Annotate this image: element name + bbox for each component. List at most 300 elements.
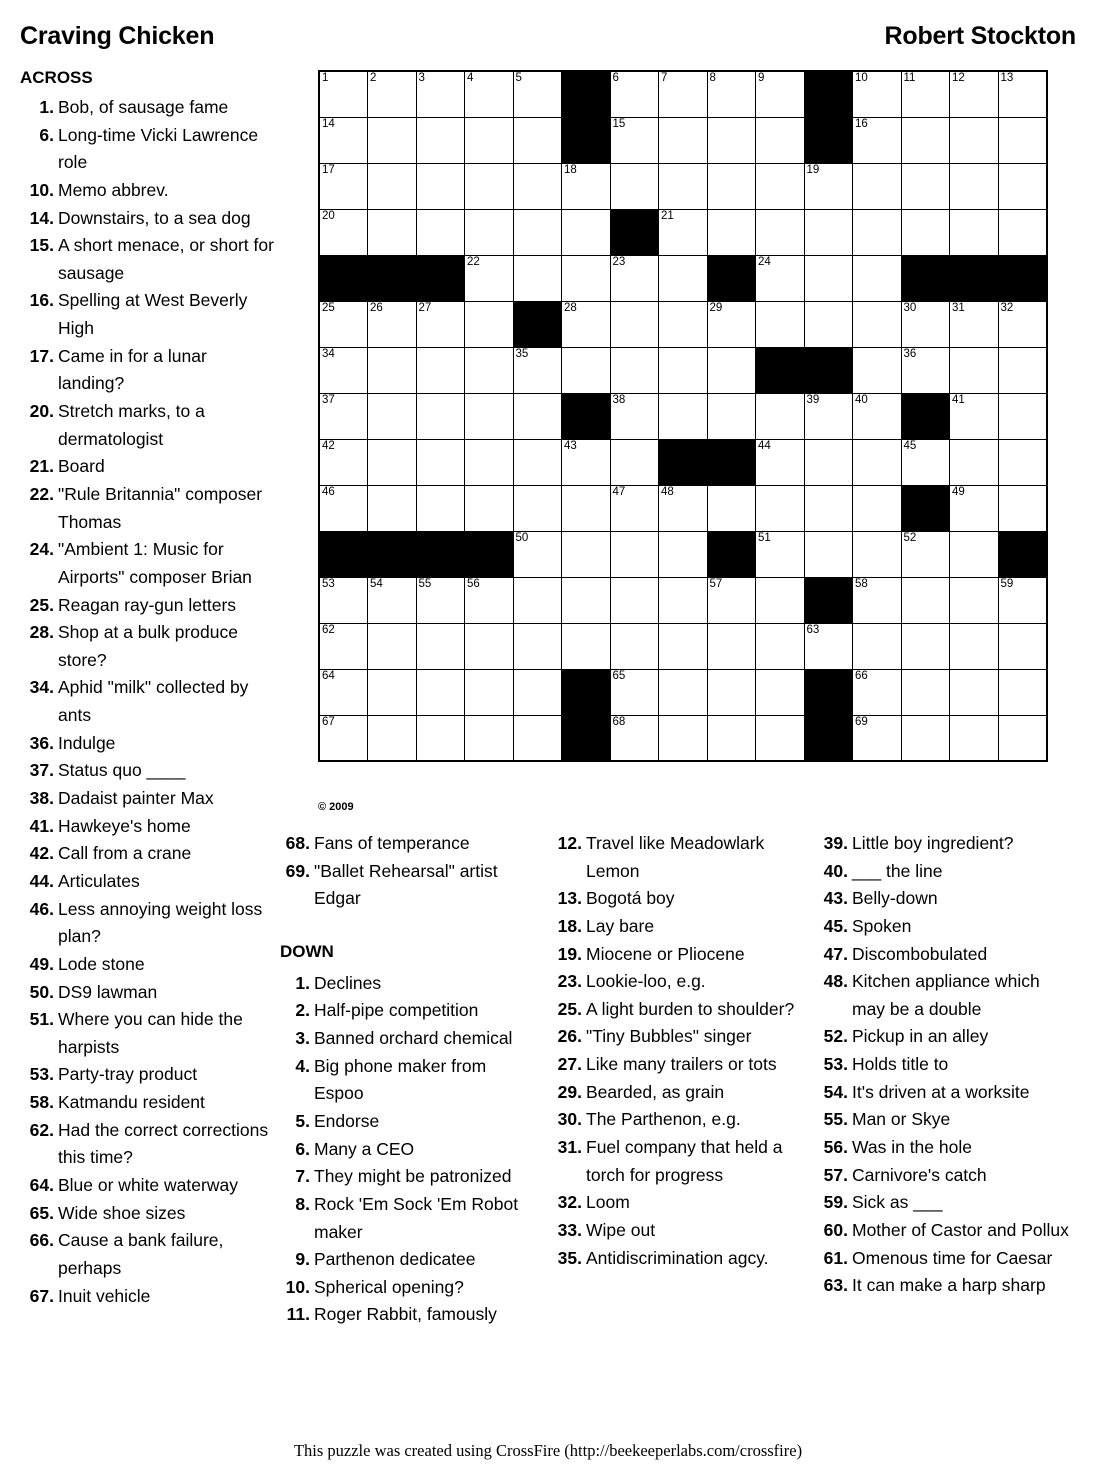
grid-cell[interactable] — [950, 117, 999, 163]
grid-cell[interactable] — [465, 439, 514, 485]
grid-cell[interactable] — [368, 393, 417, 439]
grid-cell[interactable] — [804, 209, 853, 255]
grid-cell[interactable] — [853, 485, 902, 531]
grid-cell[interactable] — [610, 623, 659, 669]
grid-cell[interactable] — [950, 623, 999, 669]
grid-cell[interactable] — [465, 393, 514, 439]
grid-cell[interactable] — [610, 163, 659, 209]
grid-cell-number: 18 — [564, 163, 577, 176]
grid-cell[interactable] — [756, 393, 805, 439]
grid-cell[interactable] — [950, 301, 999, 347]
grid-cell[interactable] — [562, 485, 611, 531]
grid-cell[interactable] — [707, 117, 756, 163]
grid-cell-number: 4 — [467, 72, 474, 84]
grid-cell[interactable] — [562, 163, 611, 209]
grid-cell[interactable] — [319, 439, 368, 485]
grid-cell[interactable] — [513, 117, 562, 163]
grid-cell[interactable] — [756, 531, 805, 577]
grid-cell[interactable] — [853, 163, 902, 209]
grid-cell[interactable] — [610, 577, 659, 623]
clue-item — [20, 398, 276, 453]
grid-cell-number: 13 — [1000, 72, 1014, 84]
clue-text: Articulates — [58, 870, 140, 891]
grid-cell[interactable] — [659, 71, 708, 117]
grid-cell[interactable] — [368, 117, 417, 163]
grid-cell[interactable] — [562, 347, 611, 393]
grid-cell[interactable] — [319, 71, 368, 117]
grid-cell[interactable] — [707, 71, 756, 117]
grid-cell-block — [659, 439, 708, 485]
grid-cell[interactable] — [901, 669, 950, 715]
grid-cell[interactable] — [707, 715, 756, 761]
grid-cell[interactable] — [562, 577, 611, 623]
grid-cell[interactable] — [562, 531, 611, 577]
clue-item — [20, 757, 276, 785]
grid-cell[interactable] — [659, 209, 708, 255]
grid-cell[interactable] — [659, 531, 708, 577]
grid-cell-number: 3 — [418, 72, 425, 84]
grid-cell[interactable] — [465, 577, 514, 623]
clue-number: 29. — [557, 1081, 582, 1102]
grid-cell[interactable] — [319, 301, 368, 347]
grid-cell[interactable] — [319, 163, 368, 209]
grid-cell[interactable] — [901, 301, 950, 347]
grid-cell[interactable] — [804, 531, 853, 577]
grid-cell[interactable] — [659, 393, 708, 439]
grid-cell[interactable] — [950, 715, 999, 761]
grid-cell[interactable] — [319, 623, 368, 669]
grid-cell-number: 37 — [322, 393, 335, 406]
grid-cell[interactable] — [562, 623, 611, 669]
grid-cell[interactable] — [756, 163, 805, 209]
grid-cell[interactable] — [513, 669, 562, 715]
grid-cell[interactable] — [853, 623, 902, 669]
grid-cell[interactable] — [610, 301, 659, 347]
grid-cell[interactable] — [853, 439, 902, 485]
grid-cell[interactable] — [901, 439, 950, 485]
clue-item — [552, 1051, 814, 1079]
grid-cell-block — [804, 577, 853, 623]
grid-cell[interactable] — [416, 623, 465, 669]
across-clues-continued — [280, 830, 540, 913]
grid-cell-number: 7 — [661, 72, 668, 84]
clue-text: Rock 'Em Sock 'Em Robot maker — [314, 1193, 519, 1242]
grid-cell-block — [416, 531, 465, 577]
grid-cell[interactable] — [562, 255, 611, 301]
clue-number: 27. — [557, 1054, 582, 1075]
grid-cell[interactable] — [950, 577, 999, 623]
clue-text: "Rule Britannia" composer Thomas — [58, 483, 263, 532]
clue-item — [280, 858, 540, 913]
grid-cell[interactable] — [707, 623, 756, 669]
grid-cell[interactable] — [368, 623, 417, 669]
grid-cell[interactable] — [368, 715, 417, 761]
author-name: Robert Stockton — [884, 22, 1076, 50]
grid-cell-number: 57 — [709, 577, 723, 590]
grid-cell[interactable] — [950, 347, 999, 393]
clue-item — [20, 1061, 276, 1089]
clue-item — [552, 913, 814, 941]
grid-cell[interactable] — [465, 209, 514, 255]
grid-cell[interactable] — [513, 71, 562, 117]
clue-item — [818, 941, 1076, 969]
clue-number: 60. — [823, 1219, 848, 1240]
grid-cell[interactable] — [998, 485, 1047, 531]
grid-cell[interactable] — [756, 301, 805, 347]
grid-cell[interactable] — [998, 163, 1047, 209]
grid-cell-number: 66 — [855, 669, 868, 682]
grid-cell[interactable] — [319, 485, 368, 531]
grid-cell[interactable] — [950, 71, 999, 117]
clue-text: Katmandu resident — [58, 1092, 205, 1113]
grid-cell-number: 30 — [903, 301, 917, 314]
grid-cell[interactable] — [756, 669, 805, 715]
grid-cell[interactable] — [804, 301, 853, 347]
clue-number: 48. — [823, 971, 848, 992]
grid-cell[interactable] — [513, 715, 562, 761]
grid-cell[interactable] — [707, 347, 756, 393]
grid-cell[interactable] — [804, 255, 853, 301]
grid-cell[interactable] — [416, 163, 465, 209]
grid-cell[interactable] — [416, 209, 465, 255]
grid-cell[interactable] — [513, 439, 562, 485]
grid-cell[interactable] — [659, 163, 708, 209]
clue-text: Hawkeye's home — [58, 815, 191, 836]
grid-cell[interactable] — [659, 715, 708, 761]
grid-cell[interactable] — [562, 301, 611, 347]
clue-item — [280, 1191, 540, 1246]
grid-cell[interactable] — [950, 669, 999, 715]
grid-cell[interactable] — [853, 255, 902, 301]
grid-cell[interactable] — [319, 669, 368, 715]
clue-text: Fans of temperance — [314, 833, 470, 853]
grid-cell[interactable] — [998, 577, 1047, 623]
grid-cell[interactable] — [465, 715, 514, 761]
clue-text: DS9 lawman — [58, 981, 158, 1002]
grid-cell-block — [610, 209, 659, 255]
clue-number: 69. — [285, 860, 310, 881]
clue-text: Half-pipe competition — [314, 1000, 479, 1021]
grid-cell[interactable] — [513, 623, 562, 669]
clue-text: Holds title to — [852, 1054, 949, 1075]
grid-cell[interactable] — [319, 393, 368, 439]
clue-item — [20, 813, 276, 841]
grid-cell[interactable] — [756, 485, 805, 531]
grid-cell[interactable] — [901, 715, 950, 761]
clue-number: 8. — [295, 1193, 310, 1214]
clue-number: 56. — [823, 1137, 848, 1158]
grid-cell[interactable] — [659, 255, 708, 301]
grid-cell[interactable] — [804, 623, 853, 669]
grid-cell[interactable] — [901, 117, 950, 163]
grid-cell[interactable] — [998, 301, 1047, 347]
grid-cell-block — [804, 669, 853, 715]
grid-cell-block — [416, 255, 465, 301]
grid-cell[interactable] — [368, 71, 417, 117]
grid-cell[interactable] — [756, 117, 805, 163]
clue-number: 22. — [29, 483, 54, 504]
clue-item — [280, 1025, 540, 1053]
grid-cell[interactable] — [319, 209, 368, 255]
clue-item — [818, 1272, 1076, 1300]
grid-cell[interactable] — [707, 209, 756, 255]
grid-cell[interactable] — [659, 623, 708, 669]
grid-cell[interactable] — [853, 117, 902, 163]
clues-column-2 — [280, 830, 540, 1329]
grid-cell[interactable] — [707, 577, 756, 623]
grid-cell[interactable] — [610, 669, 659, 715]
clue-text: The Parthenon, e.g. — [586, 1109, 741, 1130]
clue-item — [20, 1283, 276, 1311]
grid-cell[interactable] — [756, 71, 805, 117]
crossword-grid[interactable] — [318, 70, 1048, 762]
grid-cell[interactable] — [998, 439, 1047, 485]
grid-cell[interactable] — [465, 255, 514, 301]
grid-cell[interactable] — [513, 163, 562, 209]
clue-text: Call from a crane — [58, 843, 192, 864]
grid-cell[interactable] — [513, 347, 562, 393]
clue-text: Long-time Vicki Lawrence role — [58, 124, 259, 173]
grid-cell[interactable] — [853, 393, 902, 439]
grid-cell[interactable] — [610, 485, 659, 531]
grid-cell[interactable] — [804, 439, 853, 485]
grid-cell[interactable] — [465, 485, 514, 531]
clue-text: Sick as ___ — [852, 1192, 943, 1213]
grid-cell[interactable] — [853, 347, 902, 393]
grid-cell[interactable] — [853, 577, 902, 623]
grid-cell[interactable] — [901, 347, 950, 393]
grid-cell[interactable] — [610, 393, 659, 439]
grid-cell[interactable] — [756, 255, 805, 301]
clue-number: 33. — [557, 1219, 582, 1240]
grid-cell[interactable] — [319, 715, 368, 761]
grid-cell[interactable] — [950, 209, 999, 255]
grid-row — [319, 623, 1047, 669]
clue-item — [20, 536, 276, 591]
grid-cell[interactable] — [465, 71, 514, 117]
grid-cell[interactable] — [853, 301, 902, 347]
grid-cell[interactable] — [853, 531, 902, 577]
grid-cell[interactable] — [950, 163, 999, 209]
grid-cell[interactable] — [659, 577, 708, 623]
clue-text: Shop at a bulk produce store? — [58, 622, 238, 670]
grid-cell[interactable] — [610, 117, 659, 163]
grid-cell-block — [901, 255, 950, 301]
grid-cell[interactable] — [950, 439, 999, 485]
clue-number: 61. — [823, 1247, 848, 1268]
grid-cell-number: 6 — [612, 72, 619, 84]
grid-cell-number: 69 — [855, 715, 868, 728]
grid-cell[interactable] — [853, 669, 902, 715]
clue-text: Blue or white waterway — [58, 1174, 238, 1195]
grid-cell[interactable] — [950, 531, 999, 577]
clue-text: They might be patronized — [314, 1166, 512, 1187]
grid-cell[interactable] — [416, 393, 465, 439]
grid-cell[interactable] — [756, 623, 805, 669]
clue-text: Wide shoe sizes — [58, 1202, 186, 1223]
grid-cell-block — [562, 71, 611, 117]
grid-cell[interactable] — [368, 347, 417, 393]
grid-cell[interactable] — [610, 531, 659, 577]
grid-cell[interactable] — [416, 669, 465, 715]
grid-cell-block — [804, 71, 853, 117]
grid-row — [319, 715, 1047, 761]
grid-cell[interactable] — [465, 623, 514, 669]
grid-cell[interactable] — [756, 439, 805, 485]
grid-cell[interactable] — [853, 71, 902, 117]
grid-cell[interactable] — [998, 209, 1047, 255]
clue-item — [20, 1172, 276, 1200]
grid-cell[interactable] — [998, 715, 1047, 761]
grid-cell[interactable] — [319, 347, 368, 393]
grid-cell[interactable] — [416, 347, 465, 393]
grid-cell-block — [804, 715, 853, 761]
grid-cell[interactable] — [610, 255, 659, 301]
grid-cell[interactable] — [707, 485, 756, 531]
grid-cell[interactable] — [853, 209, 902, 255]
grid-cell[interactable] — [998, 347, 1047, 393]
grid-cell[interactable] — [707, 669, 756, 715]
grid-row — [319, 393, 1047, 439]
grid-cell[interactable] — [319, 577, 368, 623]
grid-cell[interactable] — [707, 393, 756, 439]
grid-cell[interactable] — [416, 301, 465, 347]
clue-item — [552, 1079, 814, 1107]
grid-cell[interactable] — [610, 347, 659, 393]
grid-cell[interactable] — [562, 439, 611, 485]
grid-cell[interactable] — [465, 669, 514, 715]
clue-number: 10. — [29, 179, 54, 200]
clue-text: Like many trailers or tots — [586, 1054, 777, 1075]
clue-number: 21. — [29, 456, 54, 477]
grid-cell[interactable] — [804, 393, 853, 439]
grid-cell[interactable] — [610, 715, 659, 761]
grid-cell[interactable] — [416, 117, 465, 163]
grid-cell[interactable] — [416, 715, 465, 761]
grid-cell[interactable] — [804, 485, 853, 531]
grid-cell-number: 35 — [515, 347, 529, 360]
grid-cell[interactable] — [853, 715, 902, 761]
grid-cell[interactable] — [998, 393, 1047, 439]
clue-text: Aphid "milk" collected by ants — [58, 677, 249, 726]
grid-cell[interactable] — [756, 577, 805, 623]
grid-cell[interactable] — [368, 485, 417, 531]
grid-cell[interactable] — [368, 163, 417, 209]
grid-cell[interactable] — [756, 715, 805, 761]
grid-cell-number: 50 — [515, 531, 529, 544]
grid-cell[interactable] — [901, 163, 950, 209]
grid-cell[interactable] — [901, 209, 950, 255]
grid-cell[interactable] — [465, 163, 514, 209]
clue-item — [818, 830, 1076, 858]
grid-cell[interactable] — [513, 485, 562, 531]
grid-cell-number: 8 — [709, 72, 716, 84]
grid-cell[interactable] — [416, 485, 465, 531]
grid-cell[interactable] — [998, 669, 1047, 715]
clue-item — [20, 896, 276, 951]
grid-cell[interactable] — [416, 439, 465, 485]
grid-cell[interactable] — [513, 209, 562, 255]
grid-cell[interactable] — [368, 209, 417, 255]
clue-text: Party-tray product — [58, 1064, 198, 1085]
grid-cell[interactable] — [610, 71, 659, 117]
grid-cell[interactable] — [659, 117, 708, 163]
clue-text: Status quo ____ — [58, 760, 186, 781]
grid-cell[interactable] — [707, 301, 756, 347]
crossword-grid-table[interactable] — [318, 70, 1048, 762]
grid-cell[interactable] — [756, 209, 805, 255]
clue-number: 19. — [557, 943, 582, 964]
grid-cell[interactable] — [901, 577, 950, 623]
grid-cell[interactable] — [368, 301, 417, 347]
grid-cell[interactable] — [659, 347, 708, 393]
grid-cell-number: 41 — [952, 393, 965, 406]
grid-cell[interactable] — [950, 393, 999, 439]
clue-text: Downstairs, to a sea dog — [58, 207, 251, 228]
grid-cell[interactable] — [901, 623, 950, 669]
grid-cell[interactable] — [562, 209, 611, 255]
grid-cell[interactable] — [465, 301, 514, 347]
grid-cell[interactable] — [368, 669, 417, 715]
grid-cell-block — [562, 393, 611, 439]
down-clues-column-4 — [818, 830, 1076, 1300]
clue-item — [20, 868, 276, 896]
clue-number: 1. — [39, 97, 54, 117]
grid-cell-number: 27 — [418, 301, 432, 314]
grid-cell[interactable] — [513, 577, 562, 623]
grid-cell[interactable] — [804, 163, 853, 209]
grid-cell[interactable] — [465, 347, 514, 393]
grid-cell-number: 29 — [709, 301, 723, 314]
grid-cell-block — [901, 393, 950, 439]
grid-cell[interactable] — [998, 71, 1047, 117]
grid-cell[interactable] — [998, 117, 1047, 163]
grid-row — [319, 163, 1047, 209]
clue-text: Loom — [586, 1192, 630, 1213]
clue-item — [818, 1162, 1076, 1190]
clue-text: Lode stone — [58, 953, 145, 974]
grid-cell[interactable] — [465, 117, 514, 163]
grid-cell[interactable] — [416, 71, 465, 117]
grid-cell[interactable] — [901, 531, 950, 577]
grid-cell[interactable] — [319, 117, 368, 163]
grid-cell[interactable] — [416, 577, 465, 623]
clue-text: Pickup in an alley — [852, 1026, 989, 1047]
grid-cell-block — [901, 485, 950, 531]
grid-cell[interactable] — [513, 531, 562, 577]
grid-cell[interactable] — [998, 623, 1047, 669]
clue-number: 16. — [29, 290, 54, 311]
grid-cell[interactable] — [707, 163, 756, 209]
clue-item — [552, 996, 814, 1024]
grid-cell[interactable] — [368, 577, 417, 623]
clue-number: 41. — [29, 815, 54, 836]
grid-cell-number: 22 — [467, 255, 480, 268]
grid-cell[interactable] — [610, 439, 659, 485]
grid-cell[interactable] — [901, 71, 950, 117]
clue-text: A light burden to shoulder? — [586, 998, 795, 1019]
clue-number: 26. — [557, 1026, 582, 1047]
grid-cell[interactable] — [950, 485, 999, 531]
grid-cell[interactable] — [659, 485, 708, 531]
grid-cell[interactable] — [513, 255, 562, 301]
grid-cell[interactable] — [659, 669, 708, 715]
clue-text: Spoken — [852, 915, 912, 936]
grid-cell[interactable] — [368, 439, 417, 485]
grid-cell[interactable] — [513, 393, 562, 439]
grid-cell-block — [707, 439, 756, 485]
grid-cell[interactable] — [659, 301, 708, 347]
